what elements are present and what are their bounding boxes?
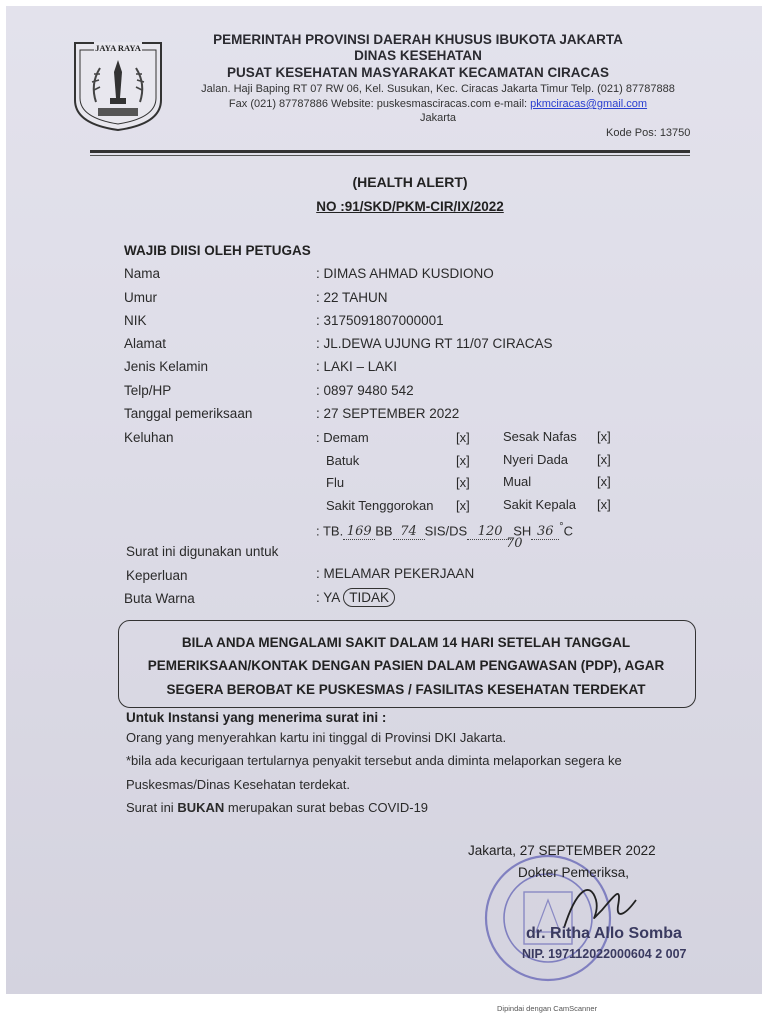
symptom-demam: : Demam [316, 430, 369, 445]
header-city: Jakarta [419, 112, 457, 124]
field-value-tanggal: : 27 SEPTEMBER 2022 [316, 406, 460, 421]
recipient-line-3: Puskesmas/Dinas Kesehatan terdekat. [126, 777, 351, 792]
field-value-nama: : DIMAS AHMAD KUSDIONO [316, 266, 494, 281]
postal-code: Kode Pos: 13750 [606, 127, 691, 139]
recipient-line-1: Orang yang menyerahkan kartu ini tinggal di Provinsi DKI Jakarta. [126, 730, 507, 745]
notice-line-2: PEMERIKSAAN/KONTAK DENGAN PASIEN DALAM PENGAWASAN (PDP), AGAR [147, 658, 665, 673]
sh-label: SH [513, 523, 532, 539]
field-value-nik: : 3175091807000001 [316, 313, 444, 328]
field-value-alamat: : JL.DEWA UJUNG RT 11/07 CIRACAS [316, 336, 553, 351]
checkbox-sesak-nafas[interactable]: [x] [597, 429, 611, 444]
bb-label: BB [375, 523, 393, 539]
symptom-batuk: Batuk [326, 453, 360, 468]
buta-warna-label: Buta Warna [124, 591, 195, 606]
temp-unit: C [563, 523, 573, 539]
recipient-line-2: *bila ada kecurigaan tertularnya penyakit tersebut anda diminta melaporkan segera ke [126, 753, 622, 768]
option-tidak-selected[interactable]: TIDAK [343, 588, 395, 607]
recipient-line-4: Surat ini BUKAN merupakan surat bebas COVID-19 [126, 800, 429, 815]
recipient-title: Untuk Instansi yang menerima surat ini : [126, 710, 387, 725]
field-label-tanggal: Tanggal pemeriksaan [124, 406, 253, 421]
fax-website: Fax (021) 87787886 Website: puskesmasciracas.com e-mail: [228, 98, 531, 110]
field-label-alamat: Alamat [124, 336, 167, 351]
field-value-jenis-kelamin: : LAKI – LAKI [316, 359, 398, 374]
header-divider-thin [90, 155, 690, 156]
option-ya[interactable]: : YA [316, 590, 340, 605]
doctor-nip: NIP. 197112022000604 2 007 [522, 947, 687, 961]
checkbox-batuk[interactable]: [x] [456, 453, 470, 468]
buta-warna-options [316, 590, 395, 605]
header-department: DINAS KESEHATAN [354, 48, 482, 63]
email-link[interactable]: pkmciracas@gmail.com [530, 98, 648, 110]
sh-value: 36 [531, 524, 559, 540]
purpose-label: Keperluan [126, 568, 188, 583]
sis-label: SIS/DS [424, 523, 468, 539]
document-title: (HEALTH ALERT) [352, 174, 468, 190]
checkbox-flu[interactable]: [x] [456, 475, 470, 490]
bb-value: 74 [393, 524, 425, 540]
field-label-jenis-kelamin: Jenis Kelamin [124, 359, 209, 374]
logo-motto: JAYA RAYA [95, 43, 141, 53]
signature-place-date: Jakarta, 27 SEPTEMBER 2022 [468, 843, 656, 858]
field-value-telp: : 0897 9480 542 [316, 383, 414, 398]
keluhan-label: Keluhan [124, 430, 174, 445]
checkbox-sakit-tenggorokan[interactable]: [x] [456, 498, 470, 513]
scanner-footer: Dipindai dengan CamScanner [497, 1004, 598, 1013]
symptom-mual: Mual [503, 474, 532, 489]
section-title: WAJIB DIISI OLEH PETUGAS [124, 243, 311, 258]
field-label-umur: Umur [124, 290, 157, 305]
sis-value: 120 [467, 524, 513, 540]
vitals-row [316, 521, 573, 540]
dias-value: 70 [506, 536, 523, 551]
symptom-sesak-nafas: Sesak Nafas [503, 429, 577, 444]
purpose-value: : MELAMAR PEKERJAAN [316, 566, 475, 581]
notice-line-1: BILA ANDA MENGALAMI SAKIT DALAM 14 HARI SETELAH TANGGAL [181, 635, 631, 650]
field-label-telp: Telp/HP [124, 383, 172, 398]
notice-line-3: SEGERA BEROBAT KE PUSKESMAS / FASILITAS KESEHATAN TERDEKAT [166, 682, 646, 697]
header-puskesmas: PUSAT KESEHATAN MASYARAKAT KECAMATAN CIRACAS [226, 65, 609, 80]
symptom-sakit-tenggorokan: Sakit Tenggorokan [326, 498, 434, 513]
tb-label: : TB. [316, 523, 344, 539]
symptom-sakit-kepala: Sakit Kepala [503, 497, 576, 512]
bukan-emphasis: BUKAN [177, 800, 225, 815]
header-divider [90, 150, 690, 153]
checkbox-mual[interactable]: [x] [597, 474, 611, 489]
header-address: Jalan. Haji Baping RT 07 RW 06, Kel. Susukan, Kec. Ciracas Jakarta Timur Telp. (021) 87787888 [201, 83, 675, 95]
field-label-nik: NIK [124, 313, 147, 328]
symptom-flu: Flu [326, 475, 345, 490]
purpose-intro: Surat ini digunakan untuk [126, 544, 279, 559]
header-government: PEMERINTAH PROVINSI DAERAH KHUSUS IBUKOTA JAKARTA [213, 32, 623, 47]
checkbox-sakit-kepala[interactable]: [x] [597, 497, 611, 512]
document-number: NO :91/SKD/PKM-CIR/IX/2022 [316, 199, 504, 214]
field-label-nama: Nama [124, 266, 161, 281]
signature-role: Dokter Pemeriksa, [518, 865, 630, 880]
checkbox-nyeri-dada[interactable]: [x] [597, 452, 611, 467]
tb-value: 169 [343, 524, 375, 540]
degree-symbol: ° [559, 521, 564, 533]
checkbox-demam[interactable]: [x] [456, 430, 470, 445]
header-contact [160, 98, 716, 110]
jaya-raya-logo [72, 40, 164, 132]
symptom-nyeri-dada: Nyeri Dada [503, 452, 569, 467]
doctor-name: dr. Ritha Allo Somba [526, 925, 682, 942]
field-value-umur: : 22 TAHUN [316, 290, 388, 305]
